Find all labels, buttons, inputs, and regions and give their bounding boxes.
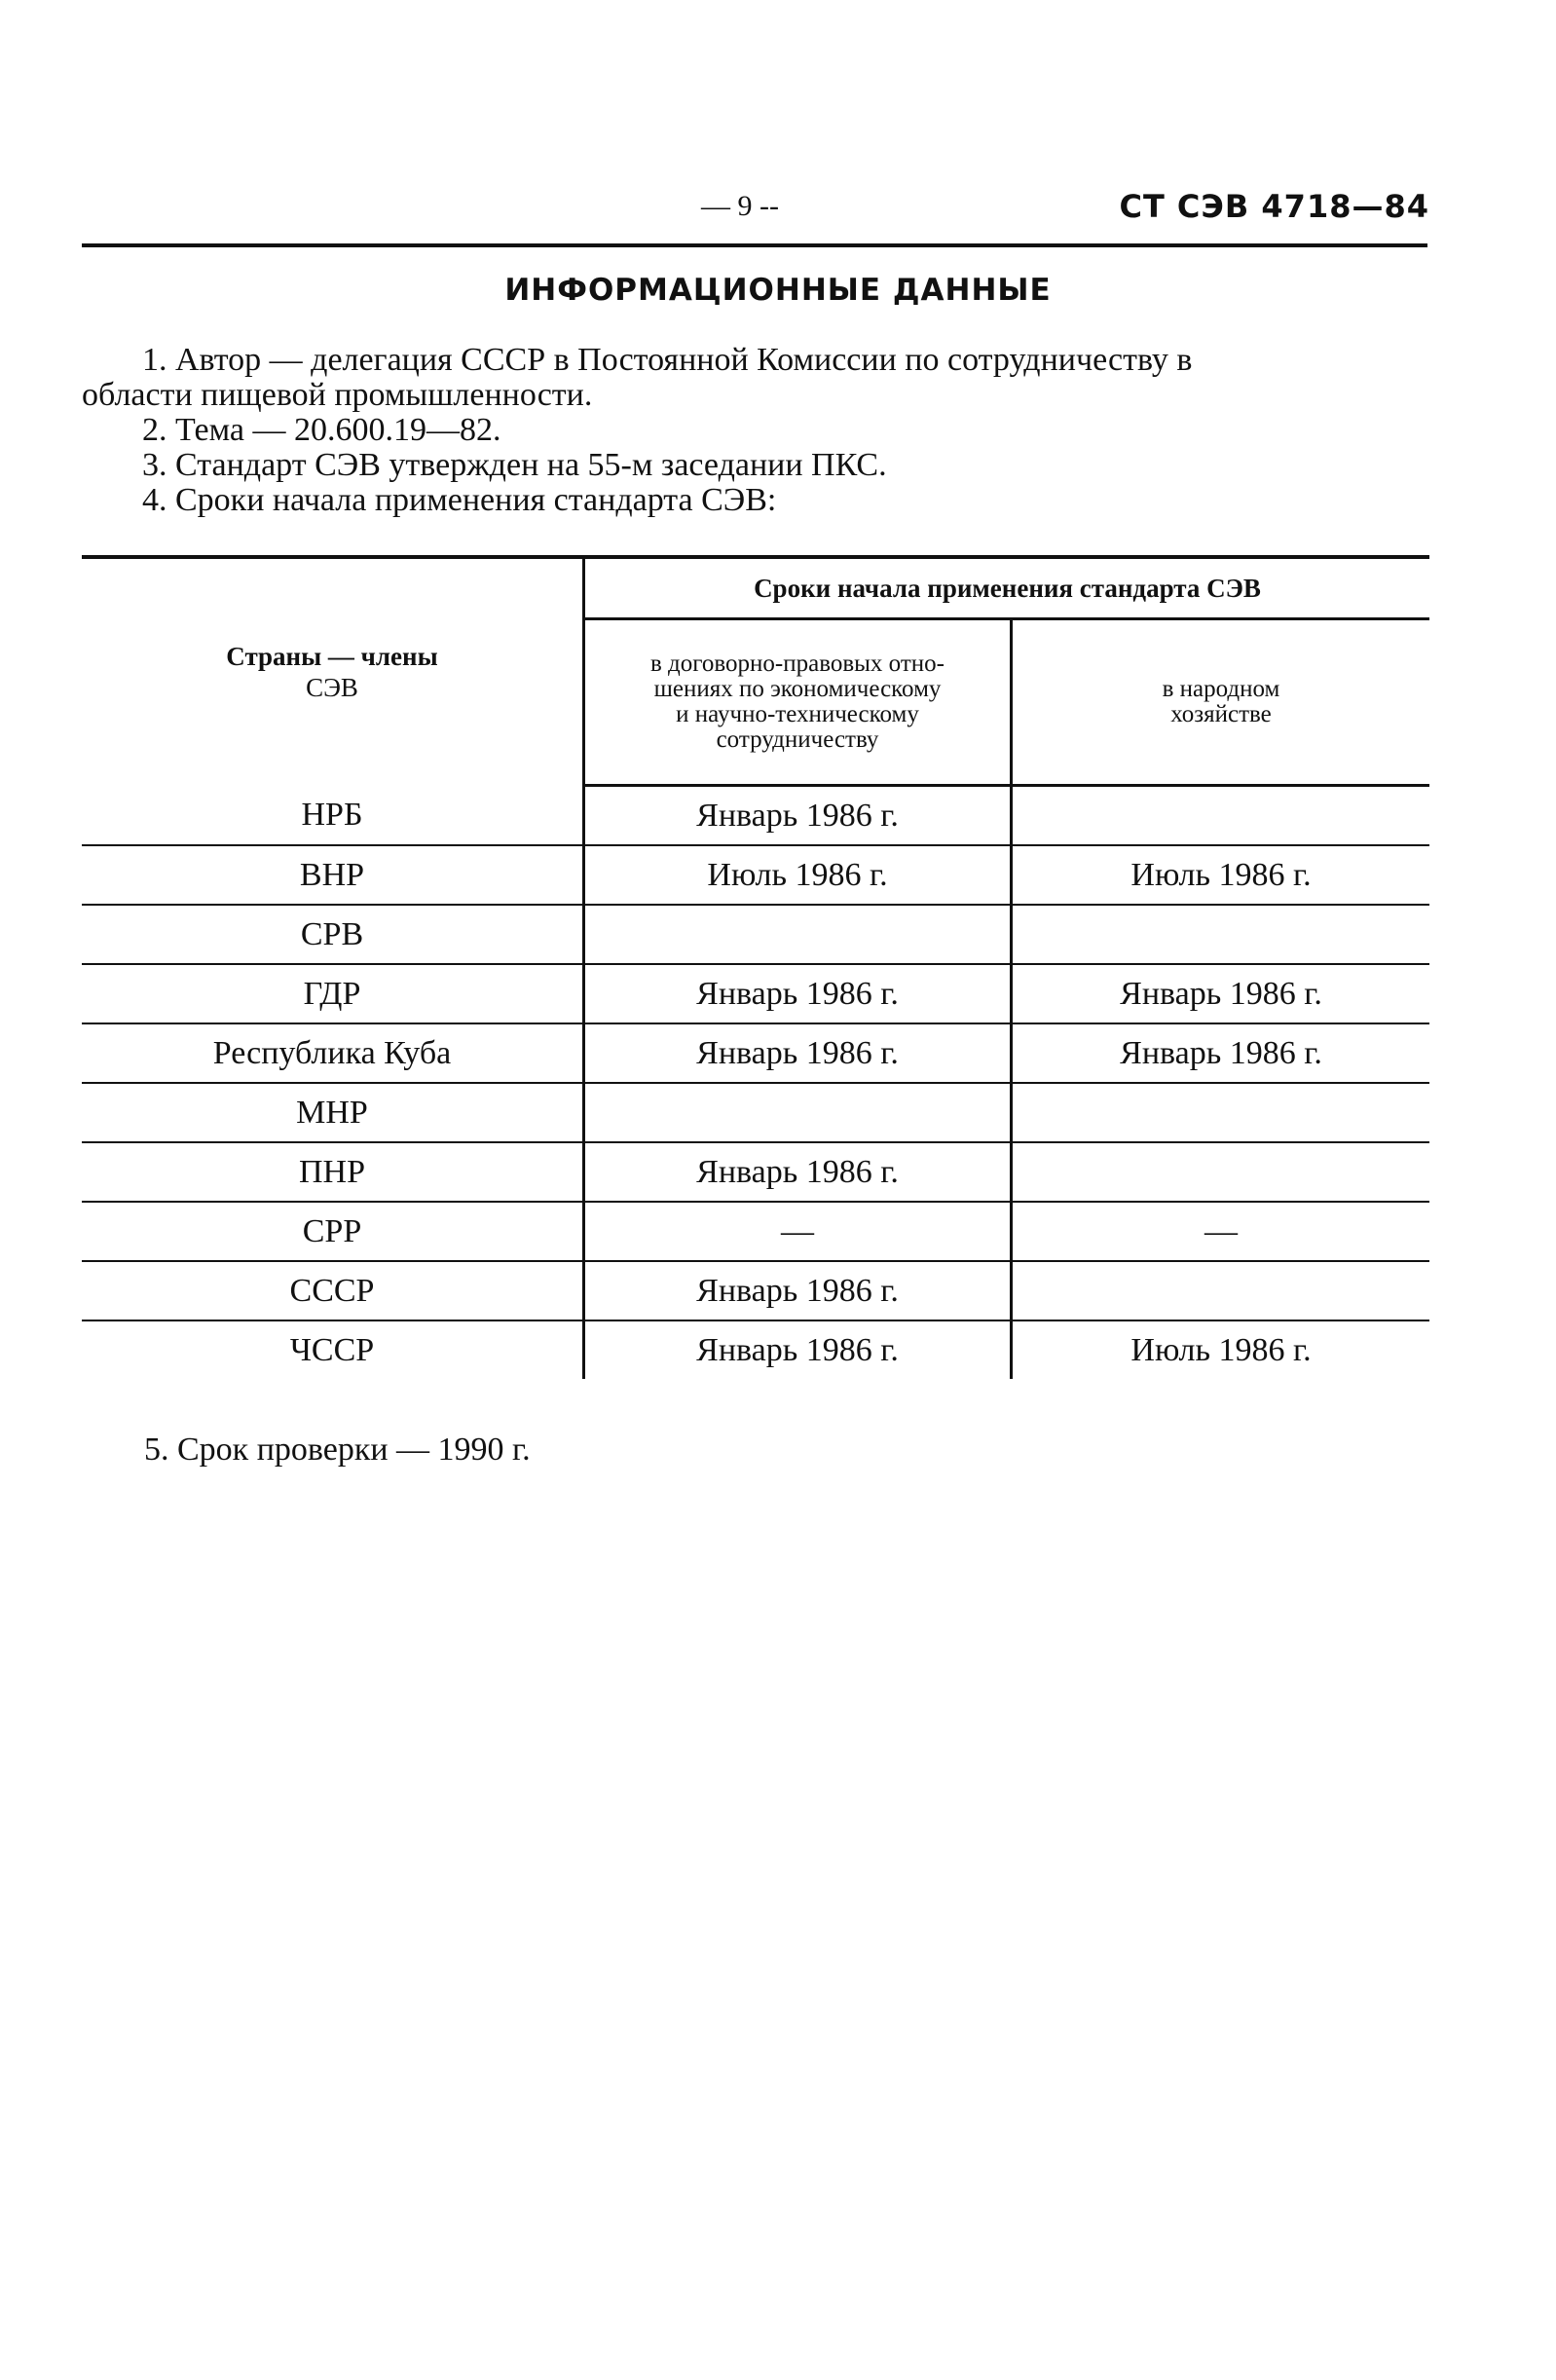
cell-contract: Январь 1986 г.: [584, 1142, 1012, 1202]
cell-economy: Июль 1986 г.: [1130, 1331, 1312, 1368]
cell-country: СРР: [82, 1202, 584, 1261]
cell-economy: Январь 1986 г.: [1012, 1023, 1430, 1083]
cell-economy: [1012, 1261, 1430, 1320]
page-number: — 9 --: [701, 190, 779, 222]
cell-contract: Январь 1986 г.: [584, 1023, 1012, 1083]
item-1-line-1: [82, 343, 1427, 378]
header-contract-line-4: сотрудничеству: [716, 726, 879, 753]
header-economy-line-2: хозяйстве: [1170, 701, 1272, 727]
cell-contract: —: [584, 1202, 1012, 1261]
cell-economy: [1012, 786, 1430, 846]
cell-country: Республика Куба: [82, 1023, 584, 1083]
cell-contract: Июль 1986 г.: [584, 845, 1012, 905]
header-group: Сроки начала применения стандарта СЭВ: [754, 573, 1261, 603]
table-row: [82, 1320, 1429, 1379]
item-2-text: 2. Тема — 20.600.19—82.: [142, 412, 501, 448]
table-row: [82, 1023, 1429, 1083]
header-contract-line-3: и научно-техническому: [676, 701, 919, 727]
table-body: [82, 786, 1429, 1380]
item-4: [82, 483, 1427, 518]
document-title: ИНФОРМАЦИОННЫЕ ДАННЫЕ: [504, 273, 1052, 308]
cell-country: СРВ: [82, 905, 584, 964]
cell-country: НРБ: [82, 786, 584, 846]
table-row: [82, 1202, 1429, 1261]
header-countries-line-1: Страны — члены: [226, 642, 438, 672]
item-3-text: 3. Стандарт СЭВ утвержден на 55-м заседании ПКС.: [142, 447, 887, 483]
cell-country: ВНР: [82, 845, 584, 905]
cell-economy: [1012, 1142, 1430, 1202]
item-5: 5. Срок проверки — 1990 г.: [144, 1432, 531, 1468]
cell-country: МНР: [82, 1083, 584, 1142]
cell-contract: [584, 1083, 1012, 1142]
table-row: [82, 1083, 1429, 1142]
standard-code: СТ СЭВ 4718—84: [1119, 188, 1429, 225]
item-3: [82, 448, 1427, 483]
item-4-text: 4. Сроки начала применения стандарта СЭВ:: [142, 482, 777, 518]
item-2: [82, 413, 1427, 448]
cell-contract: Январь 1986 г.: [584, 964, 1012, 1023]
cell-economy: [1012, 905, 1430, 964]
header-rule: [82, 243, 1427, 247]
table-row: [82, 1142, 1429, 1202]
implementation-dates-table: [82, 555, 1429, 1379]
cell-contract: Январь 1986 г.: [584, 1261, 1012, 1320]
header-contract-line-2: шениях по экономическому: [653, 676, 942, 702]
item-1-line-2: области пищевой промышленности.: [82, 377, 593, 413]
header-countries: [82, 557, 584, 786]
header-contract-line-1: в договорно-правовых отно-: [649, 651, 945, 677]
header-economy: [1012, 619, 1430, 786]
table-row: [82, 905, 1429, 964]
item-1-text: 1. Автор — делегация СССР в Постоянной Комиссии по сотрудничеству в: [142, 342, 1193, 378]
cell-country: ЧССР: [82, 1320, 584, 1379]
cell-country: СССР: [82, 1261, 584, 1320]
cell-economy: —: [1012, 1202, 1430, 1261]
cell-contract: [584, 905, 1012, 964]
header-contract: [584, 619, 1012, 786]
header-countries-line-2: СЭВ: [306, 673, 358, 703]
cell-country: ПНР: [82, 1142, 584, 1202]
table-row: [82, 786, 1429, 846]
cell-country: ГДР: [82, 964, 584, 1023]
header-economy-line-1: в народном: [1162, 676, 1280, 702]
table-row: [82, 845, 1429, 905]
table-row: [82, 1261, 1429, 1320]
cell-contract: Январь 1986 г.: [584, 1320, 1012, 1379]
cell-economy: [1012, 1083, 1430, 1142]
cell-contract: Январь 1986 г.: [584, 786, 1012, 846]
table-row: [82, 964, 1429, 1023]
cell-economy: Июль 1986 г.: [1012, 845, 1430, 905]
cell-economy: Январь 1986 г.: [1012, 964, 1430, 1023]
table-header-row: [82, 557, 1429, 619]
